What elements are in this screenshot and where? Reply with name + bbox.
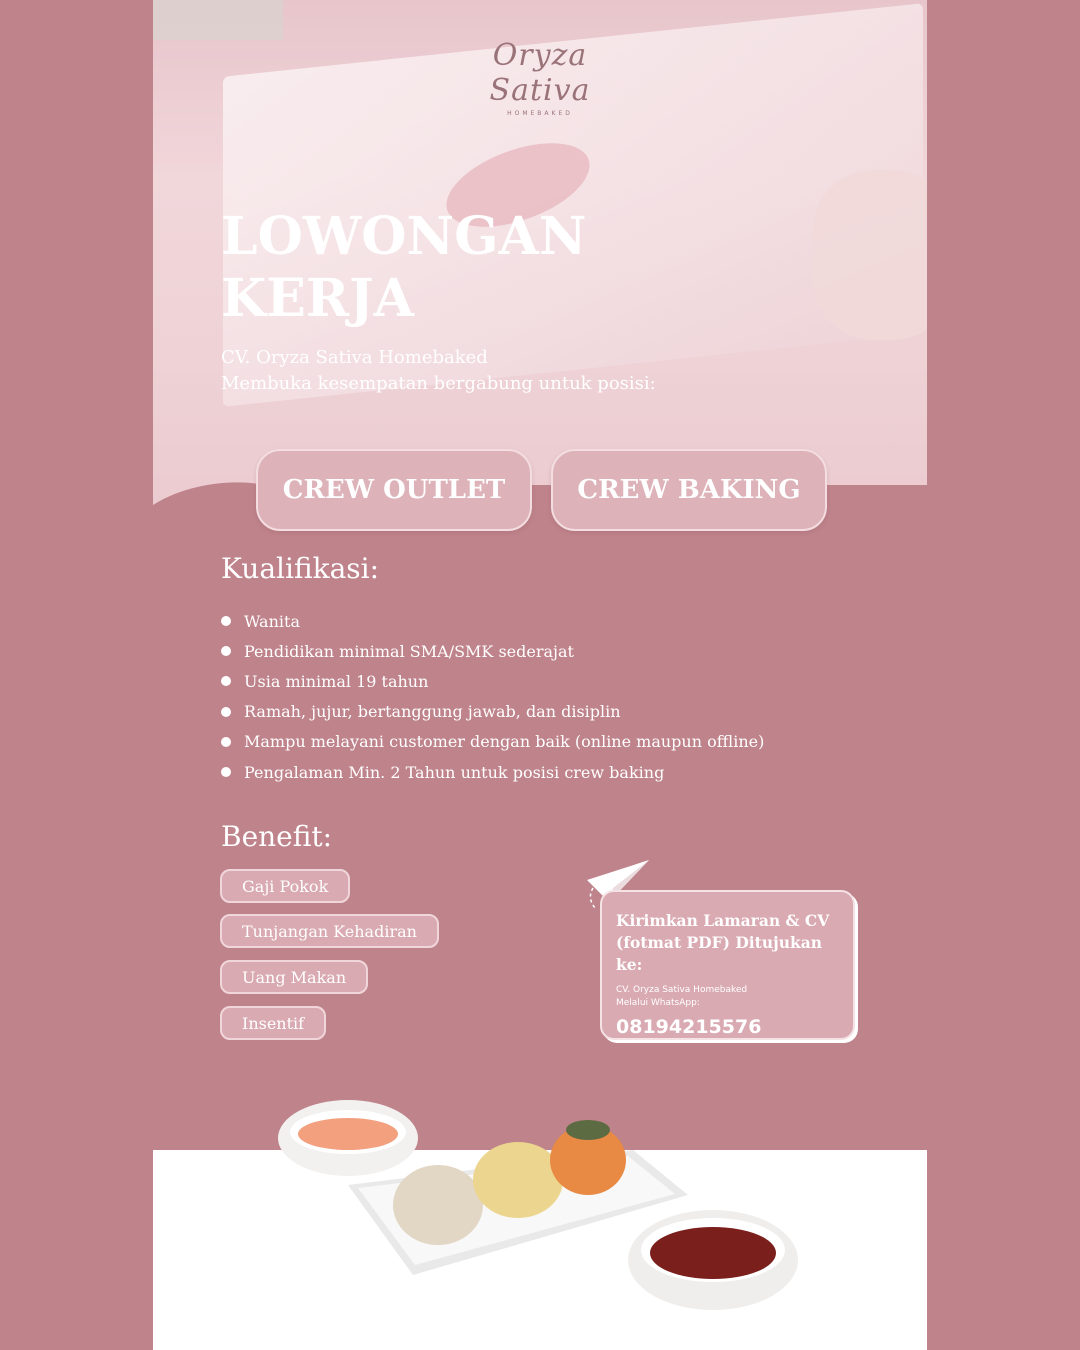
list-item: Usia minimal 19 tahun — [221, 666, 764, 696]
contact-details: CV. Oryza Sativa Homebaked Melalui WhatsApp: — [616, 985, 748, 1008]
bullet-icon — [221, 707, 231, 717]
logo-text: Oryza Sativa — [489, 38, 591, 108]
bullet-icon — [221, 767, 231, 777]
list-item: Ramah, jujur, bertanggung jawab, dan disiplin — [221, 697, 764, 727]
subtitle-intro: Membuka kesempatan bergabung untuk posisi: — [221, 373, 656, 394]
bullet-icon — [221, 676, 231, 686]
benefit-tag: Gaji Pokok — [220, 869, 350, 903]
position-crew-baking: CREW BAKING — [551, 449, 827, 531]
qualifications-list — [221, 606, 764, 787]
bullet-icon — [221, 737, 231, 747]
contact-heading: Kirimkan Lamaran & CV (fotmat PDF) Ditujukan ke: — [616, 911, 830, 974]
list-item: Mampu melayani customer dengan baik (online maupun offline) — [221, 727, 764, 757]
list-item: Pendidikan minimal SMA/SMK sederajat — [221, 636, 764, 666]
page-title — [221, 206, 586, 330]
title-line-2: KERJA — [221, 268, 414, 329]
subtitle-company: CV. Oryza Sativa Homebaked — [221, 347, 488, 368]
whatsapp-number: 08194215576 — [616, 1016, 762, 1038]
benefit-tag: Uang Makan — [220, 960, 368, 994]
job-poster — [153, 0, 927, 1350]
logo-tagline: HOMEBAKED — [507, 110, 573, 117]
benefit-tag: Tunjangan Kehadiran — [220, 914, 439, 948]
qualifications-heading: Kualifikasi: — [221, 552, 380, 585]
brand-logo — [445, 38, 635, 117]
benefits-heading: Benefit: — [221, 820, 333, 853]
benefit-tag: Insentif — [220, 1006, 326, 1040]
contact-card — [600, 890, 855, 1040]
title-line-1: LOWONGAN — [221, 206, 587, 267]
subtitle — [221, 345, 656, 397]
list-item: Pengalaman Min. 2 Tahun untuk posisi crew baking — [221, 757, 764, 787]
dimsum-photo — [273, 1090, 813, 1330]
list-item: Wanita — [221, 606, 764, 636]
hand-image — [813, 170, 927, 340]
bullet-icon — [221, 646, 231, 656]
position-crew-outlet: CREW OUTLET — [256, 449, 532, 531]
bullet-icon — [221, 616, 231, 626]
